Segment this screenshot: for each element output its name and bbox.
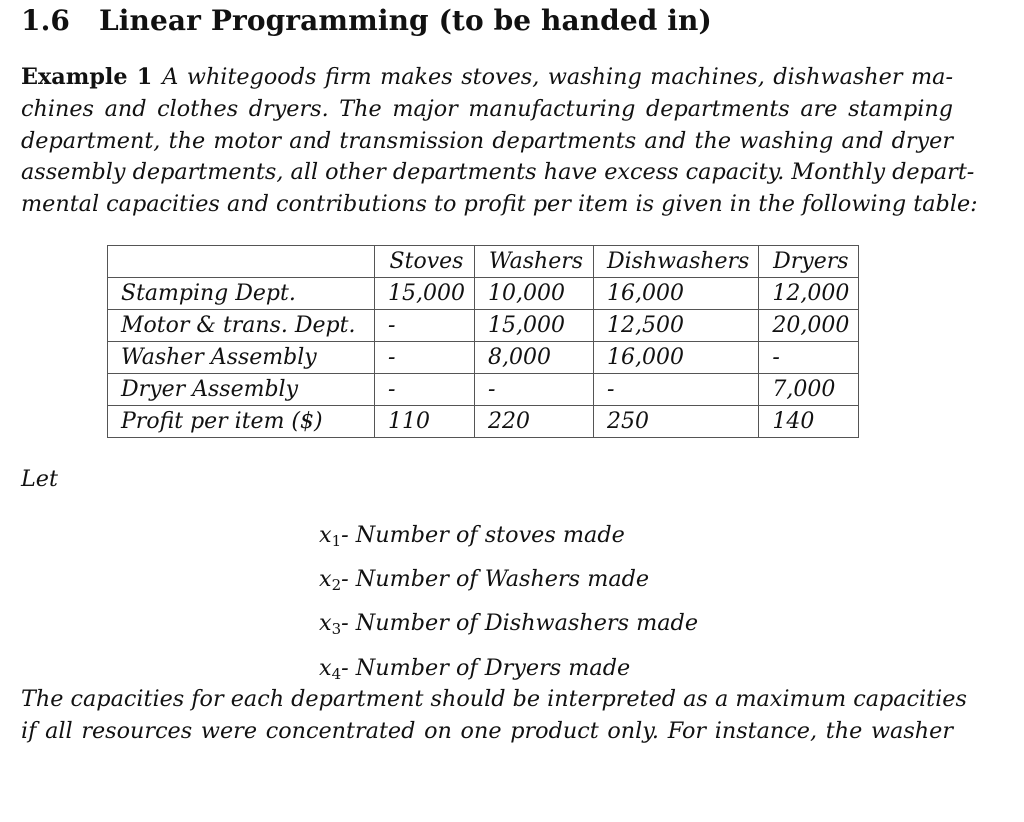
example-line	[21, 62, 953, 94]
column-header-dishwashers: Dishwashers	[593, 246, 758, 278]
table-cell: 16,000	[593, 278, 758, 310]
example-text: A whitegoods firm makes stoves, washing machines, dishwasher ma-	[162, 64, 953, 90]
table-cell: -	[474, 374, 593, 406]
section-heading	[21, 4, 712, 37]
example-label: Example 1	[21, 64, 153, 90]
variable-definitions	[319, 516, 698, 693]
table-cell: -	[759, 342, 859, 374]
table-cell: 12,000	[759, 278, 859, 310]
table-cell: -	[375, 374, 475, 406]
table-cell: 20,000	[759, 310, 859, 342]
table-row	[108, 342, 859, 374]
variable-symbol: $x_2$	[319, 566, 342, 595]
table-cell: -	[593, 374, 758, 406]
table-cell: 8,000	[474, 342, 593, 374]
example-line: mental capacities and contributions to profit per item is given in the following table:	[21, 191, 978, 218]
variable-symbol: $x_3$	[319, 610, 342, 639]
table-cell: 110	[375, 406, 475, 438]
table-cell: 15,000	[474, 310, 593, 342]
variable-description: - Number of Washers made	[341, 566, 650, 593]
table-cell: 140	[759, 406, 859, 438]
table-cell: 220	[474, 406, 593, 438]
variable-definition	[319, 604, 698, 648]
table-row	[108, 278, 859, 310]
row-label: Washer Assembly	[108, 342, 375, 374]
row-label: Motor & trans. Dept.	[108, 310, 375, 342]
table-cell: 12,500	[593, 310, 758, 342]
table-corner-cell	[108, 246, 375, 278]
row-label: Profit per item ($)	[108, 406, 375, 438]
example-paragraph	[21, 62, 978, 221]
let-label: Let	[21, 466, 58, 492]
column-header-washers: Washers	[474, 246, 593, 278]
closing-paragraph	[21, 684, 967, 748]
row-label: Dryer Assembly	[108, 374, 375, 406]
closing-line: The capacities for each department should be interpreted as a maximum capacities	[21, 686, 967, 712]
column-header-dryers: Dryers	[759, 246, 859, 278]
example-line: department, the motor and transmission departments and the washing and dryer	[21, 127, 953, 154]
row-label: Stamping Dept.	[108, 278, 375, 310]
variable-description: - Number of Dishwashers made	[341, 610, 699, 637]
table-cell: 16,000	[593, 342, 758, 374]
table-row	[108, 374, 859, 406]
column-header-stoves: Stoves	[375, 246, 475, 278]
variable-description: - Number of stoves made	[341, 522, 625, 548]
capacity-table	[107, 245, 859, 438]
example-line: assembly departments, all other departments have excess capacity. Monthly depart-	[21, 159, 975, 186]
table-header-row	[108, 246, 859, 278]
example-line: chines and clothes dryers. The major manufacturing departments are stamping	[21, 95, 953, 122]
variable-description: - Number of Dryers made	[341, 654, 631, 681]
table-cell: 10,000	[474, 278, 593, 310]
table-row	[108, 406, 859, 438]
table-cell: 15,000	[375, 278, 475, 310]
table-cell: 250	[593, 406, 758, 438]
table-row	[108, 310, 859, 342]
section-number: 1.6	[21, 4, 71, 37]
closing-line: if all resources were concentrated on one product only. For instance, the washer	[21, 717, 953, 744]
table-cell: -	[375, 310, 475, 342]
variable-definition	[319, 560, 698, 604]
variable-definition	[319, 516, 698, 560]
section-title: Linear Programming (to be handed in)	[99, 4, 712, 37]
variable-symbol: $x_4$	[319, 654, 342, 683]
variable-symbol: $x_1$	[319, 522, 342, 550]
table-cell: -	[375, 342, 475, 374]
table-cell: 7,000	[759, 374, 859, 406]
